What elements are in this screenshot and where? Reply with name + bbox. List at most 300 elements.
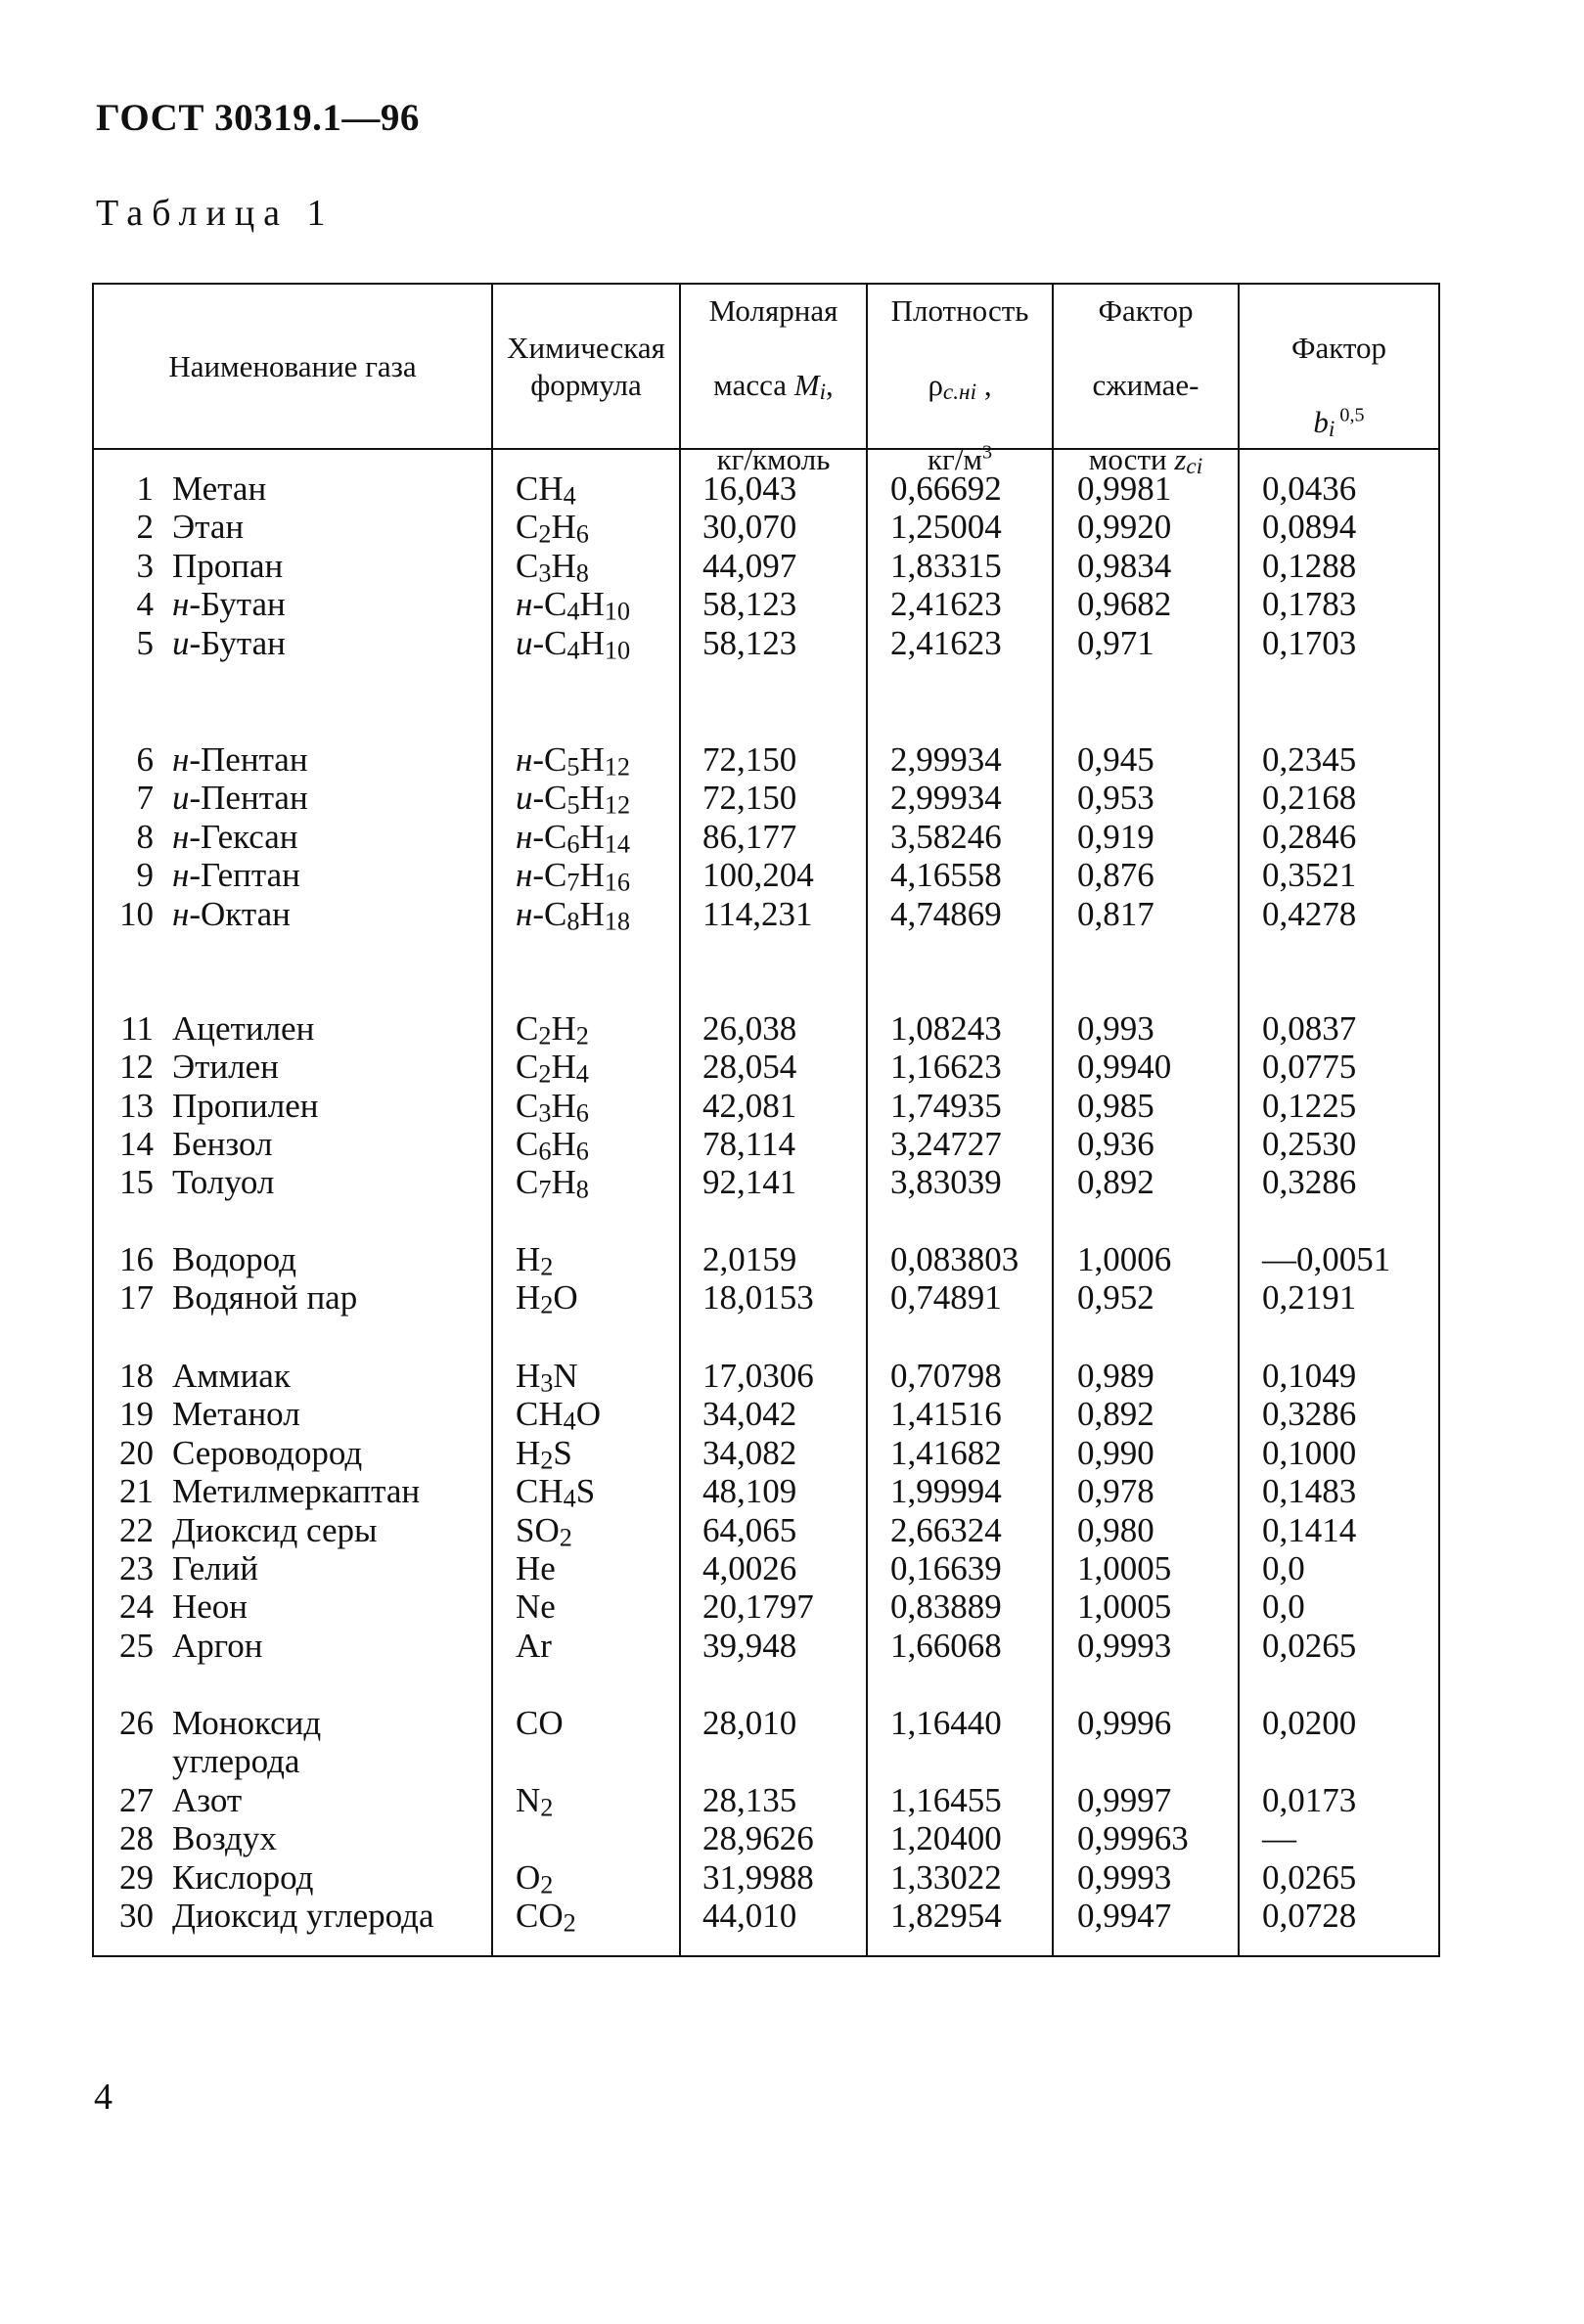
page-number: 4 xyxy=(94,2077,113,2118)
row-group xyxy=(0,740,1584,936)
formula-part: 2 xyxy=(540,1252,554,1281)
molar-mass: 58,123 xyxy=(702,585,797,624)
formula-part: 2 xyxy=(540,1793,554,1822)
formula-part: H xyxy=(516,1357,541,1395)
formula-part: 12 xyxy=(604,791,631,821)
gas-name-text: Этан xyxy=(172,508,245,547)
formula-part: 4 xyxy=(563,481,576,511)
gas-name-text: -Бутан xyxy=(189,623,286,662)
b-factor: 0,1483 xyxy=(1262,1472,1357,1511)
table-row xyxy=(0,817,1584,859)
gas-name xyxy=(172,1048,279,1086)
formula-part: H xyxy=(579,817,605,856)
molar-mass: 18,0153 xyxy=(702,1278,814,1318)
compressibility-factor: 0,9947 xyxy=(1077,1896,1172,1935)
isomer-prefix: и xyxy=(172,623,190,662)
compressibility-factor: 0,817 xyxy=(1077,894,1154,933)
gas-name-text: -Пентан xyxy=(189,779,308,818)
formula-part: 7 xyxy=(566,868,580,897)
density: 1,16455 xyxy=(890,1780,1002,1819)
b-factor: 0,2191 xyxy=(1262,1278,1357,1318)
row-number: 8 xyxy=(136,817,154,856)
table-row xyxy=(0,1048,1584,1090)
formula-part: 6 xyxy=(575,520,589,550)
b-factor: 0,4278 xyxy=(1262,894,1357,933)
table-row xyxy=(0,779,1584,821)
gas-name xyxy=(172,1395,300,1433)
density: 4,16558 xyxy=(890,856,1002,895)
gas-name xyxy=(172,1434,362,1472)
header-formula: Химическая формула xyxy=(507,330,665,402)
formula-part: 18 xyxy=(604,907,631,936)
formula-part: 2 xyxy=(559,1523,572,1552)
molar-mass: 26,038 xyxy=(702,1009,797,1048)
compressibility-factor: 0,919 xyxy=(1077,817,1154,856)
gas-name-text: Аргон xyxy=(172,1626,263,1665)
compressibility-factor: 0,9834 xyxy=(1077,546,1172,585)
table-row xyxy=(0,1587,1584,1626)
gas-name-text: -Гексан xyxy=(189,817,298,856)
b-factor: — xyxy=(1262,1819,1296,1858)
row-number: 29 xyxy=(119,1857,154,1897)
gas-name xyxy=(172,1897,433,1935)
molar-mass: 28,010 xyxy=(702,1704,797,1742)
density: 0,70798 xyxy=(890,1357,1002,1395)
formula-part: CO xyxy=(516,1896,564,1935)
b-factor: 0,0200 xyxy=(1262,1704,1357,1742)
formula-part: 4 xyxy=(566,597,580,626)
gas-name xyxy=(172,1278,357,1317)
compressibility-factor: 0,9997 xyxy=(1077,1780,1172,1819)
gas-name-text: Диоксид углерода xyxy=(172,1896,434,1935)
b-factor: 0,0265 xyxy=(1262,1626,1357,1665)
molar-mass: 72,150 xyxy=(702,779,797,818)
formula-part: S xyxy=(575,1472,596,1511)
gas-name-text: Толуол xyxy=(172,1163,275,1202)
row-number: 21 xyxy=(119,1472,154,1511)
b-factor: 0,2846 xyxy=(1262,817,1357,856)
gas-name xyxy=(172,1549,258,1587)
formula-part: 8 xyxy=(566,907,580,936)
row-number: 11 xyxy=(120,1009,154,1048)
density: 2,41623 xyxy=(890,585,1002,624)
table-row xyxy=(0,1549,1584,1587)
gas-name xyxy=(172,1087,318,1125)
gas-name-text: Азот xyxy=(172,1780,243,1819)
formula-part: H xyxy=(551,1163,576,1202)
gas-name-text: Метилмеркаптан xyxy=(172,1472,421,1511)
molar-mass: 39,948 xyxy=(702,1626,797,1665)
formula-part: 2 xyxy=(540,1870,554,1899)
density: 4,74869 xyxy=(890,894,1002,933)
table-row xyxy=(0,1240,1584,1281)
chemical-formula xyxy=(516,1086,589,1128)
gas-name-text: Пропилен xyxy=(172,1086,319,1125)
molar-mass: 16,043 xyxy=(702,469,797,508)
density: 0,16639 xyxy=(890,1549,1002,1587)
row-number: 30 xyxy=(119,1896,154,1935)
formula-part: H xyxy=(551,546,576,585)
compressibility-factor: 0,892 xyxy=(1077,1395,1154,1434)
chemical-formula xyxy=(516,546,589,588)
density: 3,83039 xyxy=(890,1163,1002,1202)
formula-part: н xyxy=(516,585,533,624)
density: 1,33022 xyxy=(890,1857,1002,1897)
molar-mass: 100,204 xyxy=(702,856,814,895)
molar-mass: 4,0026 xyxy=(702,1549,797,1587)
gas-name xyxy=(172,1125,273,1163)
table-row xyxy=(0,894,1584,936)
formula-part: 4 xyxy=(575,1060,589,1090)
gas-name-text: Диоксид серы xyxy=(172,1510,378,1549)
formula-part: н xyxy=(516,740,533,779)
gas-name-text: -Пентан xyxy=(189,740,308,779)
table-row xyxy=(0,1704,1584,1781)
row-number: 12 xyxy=(119,1048,154,1087)
gas-name xyxy=(172,624,286,662)
table-row xyxy=(0,1896,1584,1938)
row-number: 15 xyxy=(119,1163,154,1202)
formula-part: H xyxy=(579,623,605,662)
gas-name-text: Аммиак xyxy=(172,1357,291,1395)
molar-mass: 58,123 xyxy=(702,623,797,662)
chemical-formula xyxy=(516,1240,554,1281)
row-number: 24 xyxy=(119,1587,154,1627)
b-factor: 0,1000 xyxy=(1262,1433,1357,1472)
density: 1,16440 xyxy=(890,1704,1002,1742)
density: 1,82954 xyxy=(890,1896,1002,1935)
b-factor: 0,0265 xyxy=(1262,1857,1357,1897)
gas-name xyxy=(172,1009,314,1048)
document-code: ГОСТ 30319.1—96 xyxy=(96,97,420,139)
formula-part: 5 xyxy=(566,791,580,821)
b-factor: 0,2345 xyxy=(1262,740,1357,779)
row-number: 19 xyxy=(119,1395,154,1434)
b-factor: 0,1783 xyxy=(1262,585,1357,624)
b-factor: 0,1288 xyxy=(1262,546,1357,585)
gas-name xyxy=(172,1858,313,1897)
formula-part: 10 xyxy=(604,597,631,626)
table-row xyxy=(0,740,1584,782)
molar-mass: 31,9988 xyxy=(702,1857,814,1897)
row-number: 4 xyxy=(136,585,154,624)
row-number: 3 xyxy=(136,546,154,585)
formula-part: N xyxy=(516,1780,541,1819)
density: 2,41623 xyxy=(890,623,1002,662)
gas-name-text: Водяной пар xyxy=(172,1278,358,1318)
formula-part: н xyxy=(516,856,533,895)
gas-name-text: Этилен xyxy=(172,1048,279,1087)
gas-name-text: Метан xyxy=(172,469,267,508)
formula-part: H xyxy=(551,1125,576,1163)
density: 2,66324 xyxy=(890,1510,1002,1549)
gas-name-text: Бензол xyxy=(172,1125,273,1163)
formula-part: -C xyxy=(532,817,567,856)
density: 1,99994 xyxy=(890,1472,1002,1511)
density: 3,24727 xyxy=(890,1125,1002,1163)
row-number: 6 xyxy=(136,740,154,779)
gas-name xyxy=(172,1472,420,1510)
b-factor: 0,3286 xyxy=(1262,1395,1357,1434)
formula-part: 2 xyxy=(538,1021,552,1050)
molar-mass: 34,042 xyxy=(702,1395,797,1434)
formula-part: 2 xyxy=(540,1446,554,1475)
chemical-formula xyxy=(516,469,576,511)
header-compressibility: Фактор сжимае- мости $z_{ci}$ xyxy=(1088,292,1203,479)
formula-part: C xyxy=(516,1009,539,1048)
row-number: 1 xyxy=(136,469,154,508)
gas-name xyxy=(172,856,300,894)
chemical-formula xyxy=(516,1510,572,1552)
formula-part: 4 xyxy=(566,636,580,665)
row-number: 18 xyxy=(119,1357,154,1395)
chemical-formula xyxy=(516,1048,589,1090)
table-row xyxy=(0,1009,1584,1048)
chemical-formula xyxy=(516,1627,552,1665)
formula-part: 14 xyxy=(604,829,631,859)
gas-name-text: Кислород xyxy=(172,1857,314,1897)
formula-part: CH xyxy=(516,1472,564,1511)
chemical-formula xyxy=(516,1278,578,1320)
table-row xyxy=(0,1627,1584,1665)
density: 0,74891 xyxy=(890,1278,1002,1318)
compressibility-factor: 0,993 xyxy=(1077,1009,1154,1048)
formula-part: H xyxy=(516,1240,541,1278)
formula-part: и xyxy=(516,623,533,662)
formula-part: 2 xyxy=(538,1060,552,1090)
formula-part: He xyxy=(516,1549,556,1587)
formula-part: 2 xyxy=(538,520,552,550)
formula-part: 16 xyxy=(604,868,631,897)
b-factor: 0,2530 xyxy=(1262,1125,1357,1163)
compressibility-factor: 0,989 xyxy=(1077,1357,1154,1395)
compressibility-factor: 0,9920 xyxy=(1077,508,1172,547)
chemical-formula xyxy=(516,1357,578,1398)
formula-part: C xyxy=(516,1125,539,1163)
row-number: 20 xyxy=(119,1433,154,1472)
compressibility-factor: 0,9993 xyxy=(1077,1626,1172,1665)
chemical-formula xyxy=(516,1896,576,1938)
b-factor: 0,0728 xyxy=(1262,1896,1357,1935)
chemical-formula xyxy=(516,1780,554,1822)
row-number: 17 xyxy=(119,1278,154,1318)
formula-part: 10 xyxy=(604,636,631,665)
formula-part: C xyxy=(516,1163,539,1202)
chemical-formula xyxy=(516,1009,589,1048)
formula-part: 8 xyxy=(575,1176,589,1205)
row-group xyxy=(0,469,1584,665)
density: 3,58246 xyxy=(890,817,1002,856)
formula-part: 5 xyxy=(566,752,580,782)
gas-name xyxy=(172,740,308,779)
compressibility-factor: 0,953 xyxy=(1077,779,1154,818)
formula-part: -C xyxy=(532,779,567,818)
b-factor: 0,0436 xyxy=(1262,469,1357,508)
molar-mass: 44,097 xyxy=(702,546,797,585)
molar-mass: 28,135 xyxy=(702,1780,797,1819)
compressibility-factor: 0,9940 xyxy=(1077,1048,1172,1087)
formula-part: 7 xyxy=(538,1176,552,1205)
chemical-formula xyxy=(516,1549,556,1587)
density: 1,74935 xyxy=(890,1086,1002,1125)
formula-part: 8 xyxy=(575,559,589,588)
gas-name xyxy=(172,1627,263,1665)
compressibility-factor: 1,0005 xyxy=(1077,1549,1172,1587)
molar-mass: 42,081 xyxy=(702,1086,797,1125)
chemical-formula xyxy=(516,1433,572,1475)
formula-part: H xyxy=(579,740,605,779)
density: 1,08243 xyxy=(890,1009,1002,1048)
formula-part: CO xyxy=(516,1704,564,1742)
gas-name-text: Воздух xyxy=(172,1819,277,1858)
chemical-formula xyxy=(516,1587,556,1626)
row-number: 22 xyxy=(119,1510,154,1549)
table-row xyxy=(0,585,1584,626)
row-group xyxy=(0,1549,1584,1665)
density: 0,66692 xyxy=(890,469,1002,508)
isomer-prefix: н xyxy=(172,740,190,779)
row-group xyxy=(0,1240,1584,1318)
row-number: 13 xyxy=(119,1086,154,1125)
chemical-formula xyxy=(516,1472,596,1513)
isomer-prefix: и xyxy=(172,779,190,818)
formula-part: и xyxy=(516,779,533,818)
row-group xyxy=(0,1704,1584,1938)
formula-part: -C xyxy=(532,585,567,624)
formula-part: H xyxy=(516,1278,541,1318)
formula-part: H xyxy=(551,1086,576,1125)
formula-part: O xyxy=(575,1395,602,1434)
b-factor: 0,0894 xyxy=(1262,508,1357,547)
row-group xyxy=(0,1125,1584,1205)
compressibility-factor: 1,0005 xyxy=(1077,1587,1172,1627)
compressibility-factor: 0,990 xyxy=(1077,1433,1154,1472)
table-row xyxy=(0,1819,1584,1857)
row-number: 5 xyxy=(136,623,154,662)
gas-name xyxy=(172,1781,242,1819)
b-factor: 0,1225 xyxy=(1262,1086,1357,1125)
gas-name xyxy=(172,1163,274,1201)
formula-part: O xyxy=(516,1857,541,1897)
compressibility-factor: 1,0006 xyxy=(1077,1240,1172,1278)
compressibility-factor: 0,936 xyxy=(1077,1125,1154,1163)
isomer-prefix: н xyxy=(172,585,190,624)
formula-part: -C xyxy=(532,623,567,662)
b-factor: 0,0 xyxy=(1262,1549,1305,1587)
gas-name xyxy=(172,1240,296,1278)
density: 1,83315 xyxy=(890,546,1002,585)
molar-mass: 20,1797 xyxy=(702,1587,814,1627)
gas-name-text: Неон xyxy=(172,1587,249,1627)
chemical-formula xyxy=(516,1395,602,1437)
formula-part: CH xyxy=(516,469,564,508)
gas-name xyxy=(172,1587,248,1626)
compressibility-factor: 0,978 xyxy=(1077,1472,1154,1511)
gas-name xyxy=(172,1819,277,1857)
formula-part: H xyxy=(579,779,605,818)
molar-mass: 48,109 xyxy=(702,1472,797,1511)
row-number: 28 xyxy=(119,1819,154,1858)
b-factor: 0,1049 xyxy=(1262,1357,1357,1395)
compressibility-factor: 0,9996 xyxy=(1077,1704,1172,1742)
table-row xyxy=(0,1858,1584,1897)
formula-part: -C xyxy=(532,894,567,933)
gas-name-text: -Гептан xyxy=(189,856,300,895)
formula-part: CH xyxy=(516,1395,564,1434)
chemical-formula xyxy=(516,894,631,936)
gas-name-text: Пропан xyxy=(172,546,284,585)
chemical-formula xyxy=(516,817,631,859)
formula-part: 4 xyxy=(563,1408,576,1437)
row-number: 16 xyxy=(119,1240,154,1278)
formula-part: H xyxy=(579,894,605,933)
formula-part: Ne xyxy=(516,1587,556,1627)
formula-part: 2 xyxy=(575,1021,589,1050)
chemical-formula xyxy=(516,1163,589,1205)
table-row xyxy=(0,1086,1584,1128)
b-factor: 0,0173 xyxy=(1262,1780,1357,1819)
chemical-formula xyxy=(516,856,631,897)
density: 0,083803 xyxy=(890,1240,1019,1278)
table-row xyxy=(0,469,1584,511)
molar-mass: 2,0159 xyxy=(702,1240,797,1278)
molar-mass: 30,070 xyxy=(702,508,797,547)
gas-name xyxy=(172,1511,378,1549)
molar-mass: 28,054 xyxy=(702,1048,797,1087)
formula-part: 6 xyxy=(575,1098,589,1128)
compressibility-factor: 0,99963 xyxy=(1077,1819,1189,1858)
gas-name xyxy=(172,779,308,817)
molar-mass: 114,231 xyxy=(702,894,813,933)
gas-name-text: Гелий xyxy=(172,1549,259,1587)
gas-name-text: -Октан xyxy=(189,894,291,933)
molar-mass: 72,150 xyxy=(702,740,797,779)
formula-part: 3 xyxy=(538,559,552,588)
gas-name xyxy=(172,585,286,623)
table-row xyxy=(0,1780,1584,1822)
gas-name-text: Метанол xyxy=(172,1395,300,1434)
isomer-prefix: н xyxy=(172,894,190,933)
formula-part: -C xyxy=(532,740,567,779)
formula-part: H xyxy=(551,1048,576,1087)
gas-name xyxy=(172,818,298,856)
chemical-formula xyxy=(516,740,631,782)
formula-part: H xyxy=(551,508,576,547)
formula-part: S xyxy=(553,1433,572,1472)
formula-part: H xyxy=(579,585,605,624)
isomer-prefix: н xyxy=(172,856,190,895)
density: 1,16623 xyxy=(890,1048,1002,1087)
b-factor: 0,1414 xyxy=(1262,1510,1357,1549)
b-factor: 0,0 xyxy=(1262,1587,1305,1627)
formula-part: SO xyxy=(516,1510,560,1549)
chemical-formula xyxy=(516,1704,564,1742)
formula-part: 3 xyxy=(538,1098,552,1128)
molar-mass: 92,141 xyxy=(702,1163,797,1202)
table-row xyxy=(0,1357,1584,1398)
compressibility-factor: 0,980 xyxy=(1077,1510,1154,1549)
table-row xyxy=(0,1125,1584,1166)
compressibility-factor: 0,892 xyxy=(1077,1163,1154,1202)
formula-part: C xyxy=(516,1048,539,1087)
row-number: 7 xyxy=(136,779,154,818)
row-number: 2 xyxy=(136,508,154,547)
formula-part: 6 xyxy=(566,829,580,859)
formula-part: H xyxy=(579,856,605,895)
gas-name xyxy=(172,508,244,546)
table-row xyxy=(0,546,1584,588)
header-gas-name: Наименование газа xyxy=(168,348,417,383)
